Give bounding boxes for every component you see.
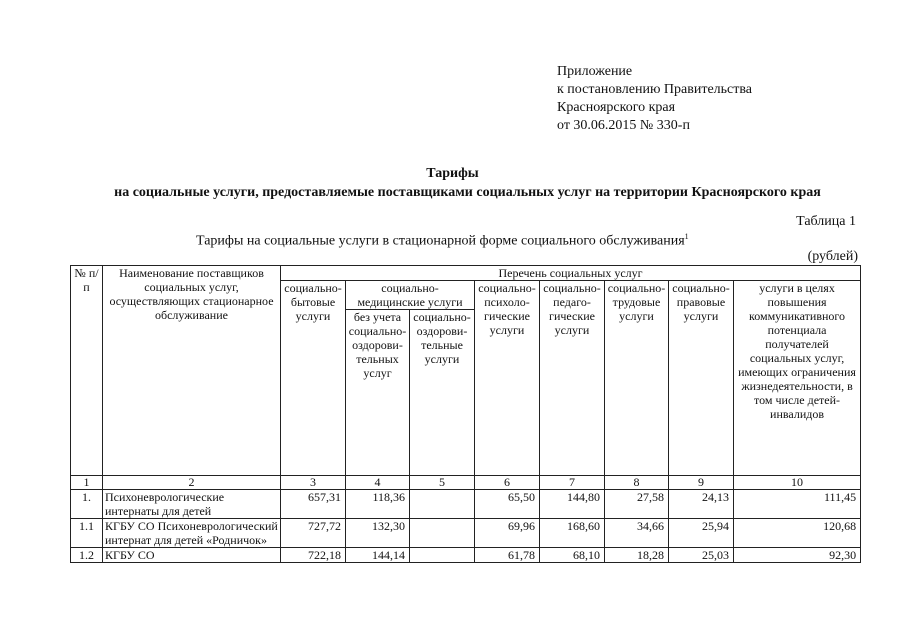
cell-legal: 25,94 [669,519,734,548]
cell-household: 727,72 [281,519,346,548]
cell-communicative: 111,45 [734,490,861,519]
cell-medical-health [410,490,475,519]
cell-medical-excl: 144,14 [346,548,410,563]
header-labour: социально-трудовые услуги [605,281,669,476]
cell-medical-health [410,519,475,548]
row-name: КГБУ СО Психоневрологический интернат для детей «Родничок» [103,519,281,548]
table-row [71,490,861,519]
appendix-line: к постановлению Правительства [557,82,753,97]
cell-labour: 18,28 [605,548,669,563]
table-caption [196,232,689,250]
appendix-line: от 30.06.2015 № 330-п [557,118,690,133]
cell-labour: 34,66 [605,519,669,548]
column-number: 9 [669,476,734,490]
appendix-line: Красноярского края [557,100,676,115]
title-main: Тарифы [426,166,479,181]
column-number: 3 [281,476,346,490]
column-number: 6 [475,476,540,490]
cell-labour: 27,58 [605,490,669,519]
header-communicative: услуги в целях повышения коммуникативного потенциала получателей социальных услуг, имеющих ограничения жизнедеятельности, в том числе детей-инвалидов [734,281,861,476]
cell-psych: 65,50 [475,490,540,519]
cell-household: 722,18 [281,548,346,563]
cell-medical-health [410,548,475,563]
cell-medical-excl: 118,36 [346,490,410,519]
table-caption-text: Тарифы на социальные услуги в стационарной форме социального обслуживания [196,233,685,249]
cell-communicative: 92,30 [734,548,861,563]
row-name: Психоневрологические интернаты для детей [103,490,281,519]
header-num: № п/п [71,266,103,476]
header-psych: социально-психоло-гические услуги [475,281,540,476]
header-medical-health: социально-оздорови-тельные услуги [410,310,475,476]
column-number: 10 [734,476,861,490]
column-number: 7 [540,476,605,490]
cell-legal: 24,13 [669,490,734,519]
header-name: Наименование поставщиков социальных услуг, осуществляющих стационарное обслуживание [103,266,281,476]
table-row [71,519,861,548]
row-name: КГБУ СО [103,548,281,563]
footnote-marker: 1 [684,232,689,241]
cell-medical-excl: 132,30 [346,519,410,548]
cell-communicative: 120,68 [734,519,861,548]
unit-label: (рублей) [807,249,858,264]
cell-pedagog: 68,10 [540,548,605,563]
column-number: 8 [605,476,669,490]
header-household: социально-бытовые услуги [281,281,346,476]
title-sub: на социальные услуги, предоставляемые поставщиками социальных услуг на территории Красноярского края [114,185,821,200]
table-row [71,548,861,563]
cell-psych: 69,96 [475,519,540,548]
appendix-block [557,63,752,135]
cell-pedagog: 144,80 [540,490,605,519]
column-number-row [71,476,861,490]
cell-pedagog: 168,60 [540,519,605,548]
table-number: Таблица 1 [796,214,856,229]
column-number: 4 [346,476,410,490]
header-medical-group: социально-медицинские услуги [346,281,475,310]
header-legal: социально-правовые услуги [669,281,734,476]
appendix-line: Приложение [557,64,633,79]
row-num: 1.1 [71,519,103,548]
header-medical-excl: без учета социально-оздорови-тельных услуг [346,310,410,476]
cell-psych: 61,78 [475,548,540,563]
cell-legal: 25,03 [669,548,734,563]
row-num: 1. [71,490,103,519]
column-number: 5 [410,476,475,490]
cell-household: 657,31 [281,490,346,519]
column-number: 1 [71,476,103,490]
header-services-group: Перечень социальных услуг [281,266,861,281]
document-title [0,164,905,202]
row-num: 1.2 [71,548,103,563]
column-number: 2 [103,476,281,490]
tariff-table [70,265,861,563]
header-pedagog: социально-педаго-гические услуги [540,281,605,476]
